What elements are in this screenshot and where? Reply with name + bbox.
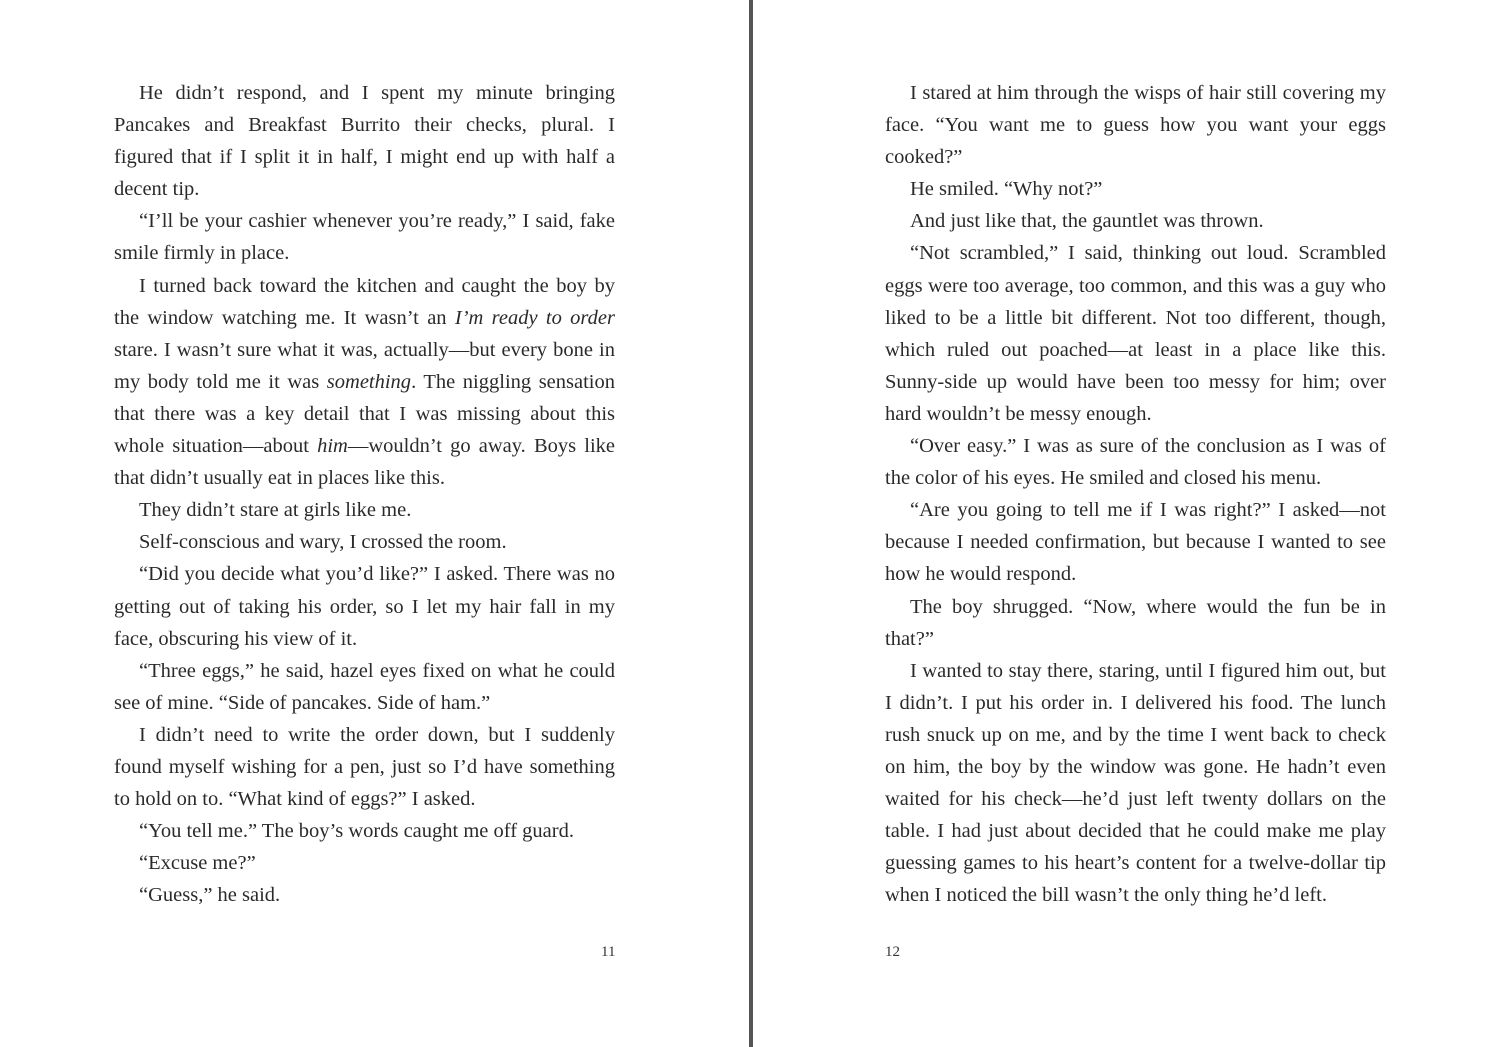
right-page xyxy=(753,0,1500,1047)
paragraph xyxy=(114,815,615,847)
text-segment: The boy shrugged. “Now, where would the fun be in that?” xyxy=(885,595,1386,650)
italic-text: him xyxy=(317,435,348,458)
text-segment: “Are you going to tell me if I was right?” I asked—not because I needed confirmation, but because I wanted to see how he would respond. xyxy=(885,499,1386,586)
text-segment: I wanted to stay there, staring, until I figured him out, but I didn’t. I put his order in. I delivered his food. The lunch rush snuck up on me, and by the time I went back to check on him, the boy by the window was gone. He hadn’t even waited for his check—he’d just left twenty dollars on the table. I had just about decided that he could make me play guessing games to his heart’s content for a twelve-dollar tip when I noticed the bill wasn’t the only thing he’d left. xyxy=(885,659,1386,907)
paragraph xyxy=(114,77,615,205)
text-segment: “Did you decide what you’d like?” I asked. There was no getting out of taking his order, so I let my hair fall in my face, obscuring his view of it. xyxy=(114,563,615,650)
text-segment: “Three eggs,” he said, hazel eyes fixed on what he could see of mine. “Side of pancakes. Side of ham.” xyxy=(114,659,615,714)
paragraph xyxy=(114,494,615,526)
text-segment: “Not scrambled,” I said, thinking out loud. Scrambled eggs were too average, too common, and this was a guy who liked to be a little bit different. Not too different, though, which ruled out poached—at least in a place like this. Sunny-side up would have been too messy for him; over hard wouldn’t be messy enough. xyxy=(885,242,1386,425)
left-page xyxy=(0,0,749,1047)
left-page-text xyxy=(114,77,615,911)
paragraph xyxy=(885,173,1386,205)
paragraph xyxy=(114,719,615,815)
paragraph xyxy=(885,77,1386,173)
right-page-number: 12 xyxy=(885,944,900,960)
text-segment: —wouldn’t go away. Boys like that didn’t usually eat in places like this. xyxy=(114,435,615,490)
paragraph xyxy=(885,655,1386,912)
text-segment: I turned back toward the kitchen and caught the boy by the window watching me. It wasn’t an xyxy=(114,274,615,329)
text-segment: stare. I wasn’t sure what it was, actually—but every bone in my body told me it was xyxy=(114,338,615,393)
left-page-number: 11 xyxy=(601,944,616,960)
text-segment: They didn’t stare at girls like me. xyxy=(139,499,412,522)
text-segment: . The niggling sensation that there was a key detail that I was missing about this whole situation—about xyxy=(114,370,616,458)
text-segment: “Over easy.” I was as sure of the conclusion as I was of the color of his eyes. He smiled and closed his menu. xyxy=(885,435,1386,490)
paragraph xyxy=(885,591,1386,655)
paragraph xyxy=(885,205,1386,237)
text-segment: And just like that, the gauntlet was thrown. xyxy=(910,210,1264,233)
text-segment: “Guess,” he said. xyxy=(139,884,281,907)
italic-text: I’m ready to order xyxy=(454,306,615,329)
text-segment: “You tell me.” The boy’s words caught me off guard. xyxy=(139,820,574,843)
text-segment: Self-conscious and wary, I crossed the room. xyxy=(139,531,507,554)
paragraph xyxy=(114,847,615,879)
text-segment: “Excuse me?” xyxy=(139,852,256,875)
text-segment: He didn’t respond, and I spent my minute bringing Pancakes and Breakfast Burrito their checks, plural. I figured that if I split it in half, I might end up with half a decent tip. xyxy=(114,82,615,201)
paragraph xyxy=(114,205,615,269)
italic-text: something xyxy=(326,370,412,393)
paragraph xyxy=(885,430,1386,494)
text-segment: I didn’t need to write the order down, but I suddenly found myself wishing for a pen, just so I’d have something to hold on to. “What kind of eggs?” I asked. xyxy=(114,723,615,811)
paragraph xyxy=(114,526,615,558)
paragraph xyxy=(885,237,1386,430)
paragraph xyxy=(114,655,615,719)
paragraph xyxy=(885,494,1386,590)
paragraph xyxy=(114,558,615,654)
paragraph xyxy=(114,270,615,495)
paragraph xyxy=(114,879,615,911)
text-segment: “I’ll be your cashier whenever you’re ready,” I said, fake smile firmly in place. xyxy=(114,210,615,265)
text-segment: I stared at him through the wisps of hair still covering my face. “You want me to guess how you want your eggs cooked?” xyxy=(885,82,1386,169)
text-segment: He smiled. “Why not?” xyxy=(910,178,1103,201)
right-page-text xyxy=(885,77,1386,911)
